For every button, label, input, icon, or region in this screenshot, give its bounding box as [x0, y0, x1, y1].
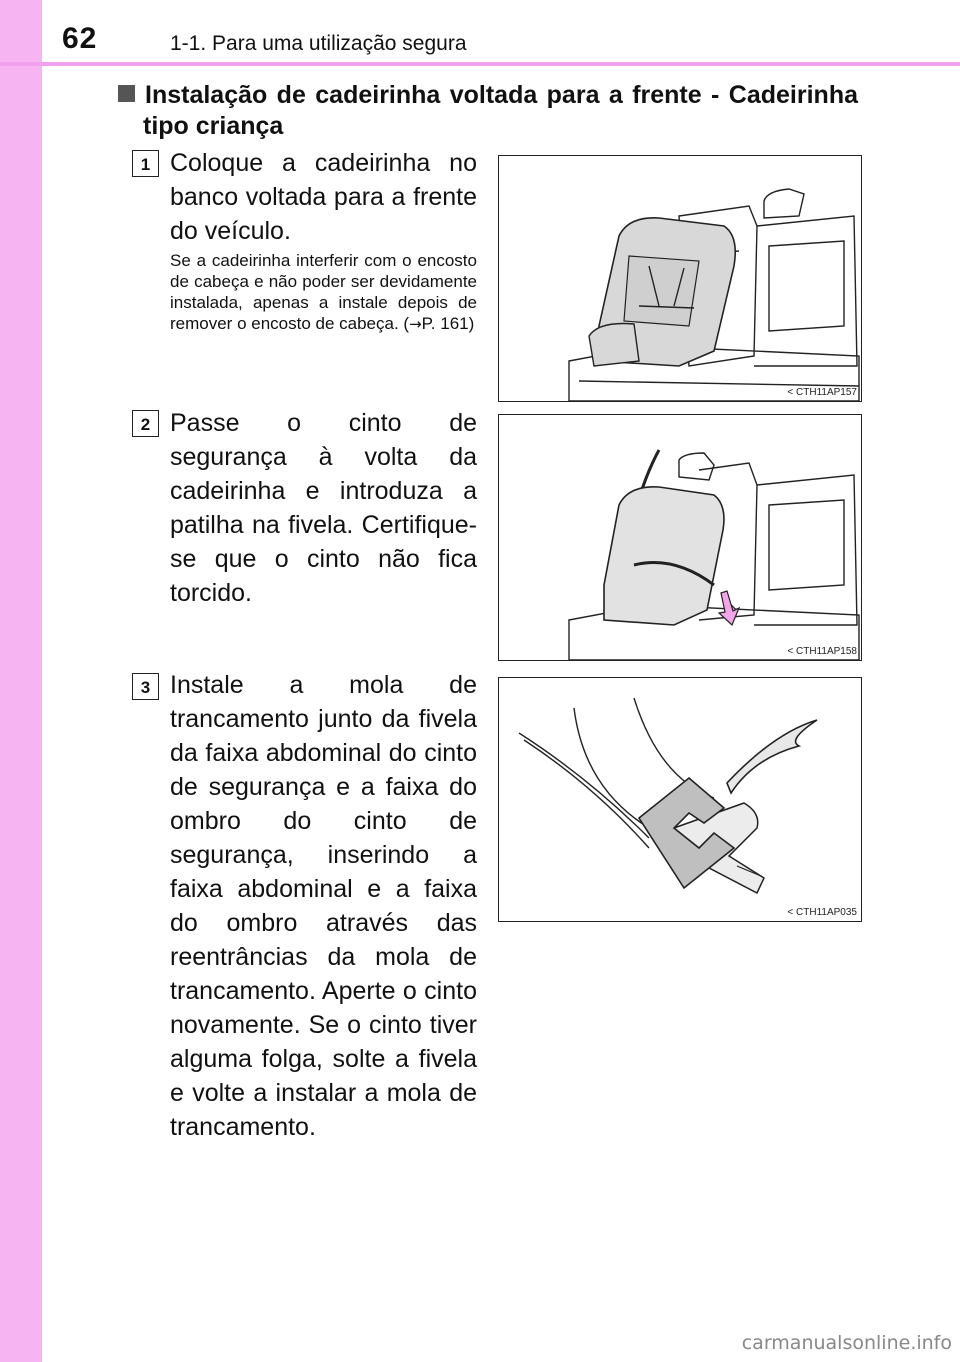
watermark: carmanualsonline.info	[741, 1332, 952, 1354]
seat-illustration-2	[499, 415, 862, 661]
section-title: 1-1. Para uma utilização segura	[170, 32, 467, 55]
step-2-number: 2	[132, 410, 159, 437]
figure-code-1: < CTH11AP157	[787, 387, 857, 398]
figure-code-3: < CTH11AP035	[787, 907, 857, 918]
subheading-line2: tipo criança	[143, 112, 284, 140]
step-2-text: Passe o cinto de segurança à volta da cadeirinha e introduza a patilha na fivela. Certifique-se que o cinto não fica torcido.	[170, 409, 477, 607]
subheading	[118, 80, 858, 142]
step-1-number: 1	[132, 150, 159, 177]
page-header	[0, 0, 960, 66]
header-rule	[0, 62, 960, 66]
step-3-number: 3	[132, 673, 159, 700]
page-number: 62	[62, 22, 98, 55]
subheading-line1: Instalação de cadeirinha voltada para a frente - Cadeirinha	[145, 81, 858, 109]
step-3-text: Instale a mola de trancamento junto da fivela da faixa abdominal do cinto de segurança e a faixa do ombro do cinto de segurança, inserindo a faixa abdominal e a faixa do ombro através das reentrâncias da mola de trancamento. Aperte o cinto novamente. Se o cinto tiver alguma folga, solte a fivela e volte a instalar a mola de trancamento.	[170, 671, 477, 1141]
figure-code-2: < CTH11AP158	[787, 646, 857, 657]
left-margin-band	[0, 0, 42, 1362]
step-1-note: Se a cadeirinha interferir com o encosto de cabeça e não poder ser devidamente instalada, apenas a instale depois de remover o encosto de cabeça. (→P. 161)	[170, 251, 477, 333]
locking-clip-illustration	[499, 678, 862, 922]
seat-illustration-1	[499, 156, 862, 402]
square-bullet-icon	[118, 85, 135, 102]
right-arrow-icon: →	[409, 315, 422, 333]
figure-step-3	[498, 677, 862, 922]
figure-step-1	[498, 155, 862, 402]
figure-step-2	[498, 414, 862, 661]
step-1-text: Coloque a cadeirinha no banco voltada para a frente do veículo.	[170, 149, 477, 245]
